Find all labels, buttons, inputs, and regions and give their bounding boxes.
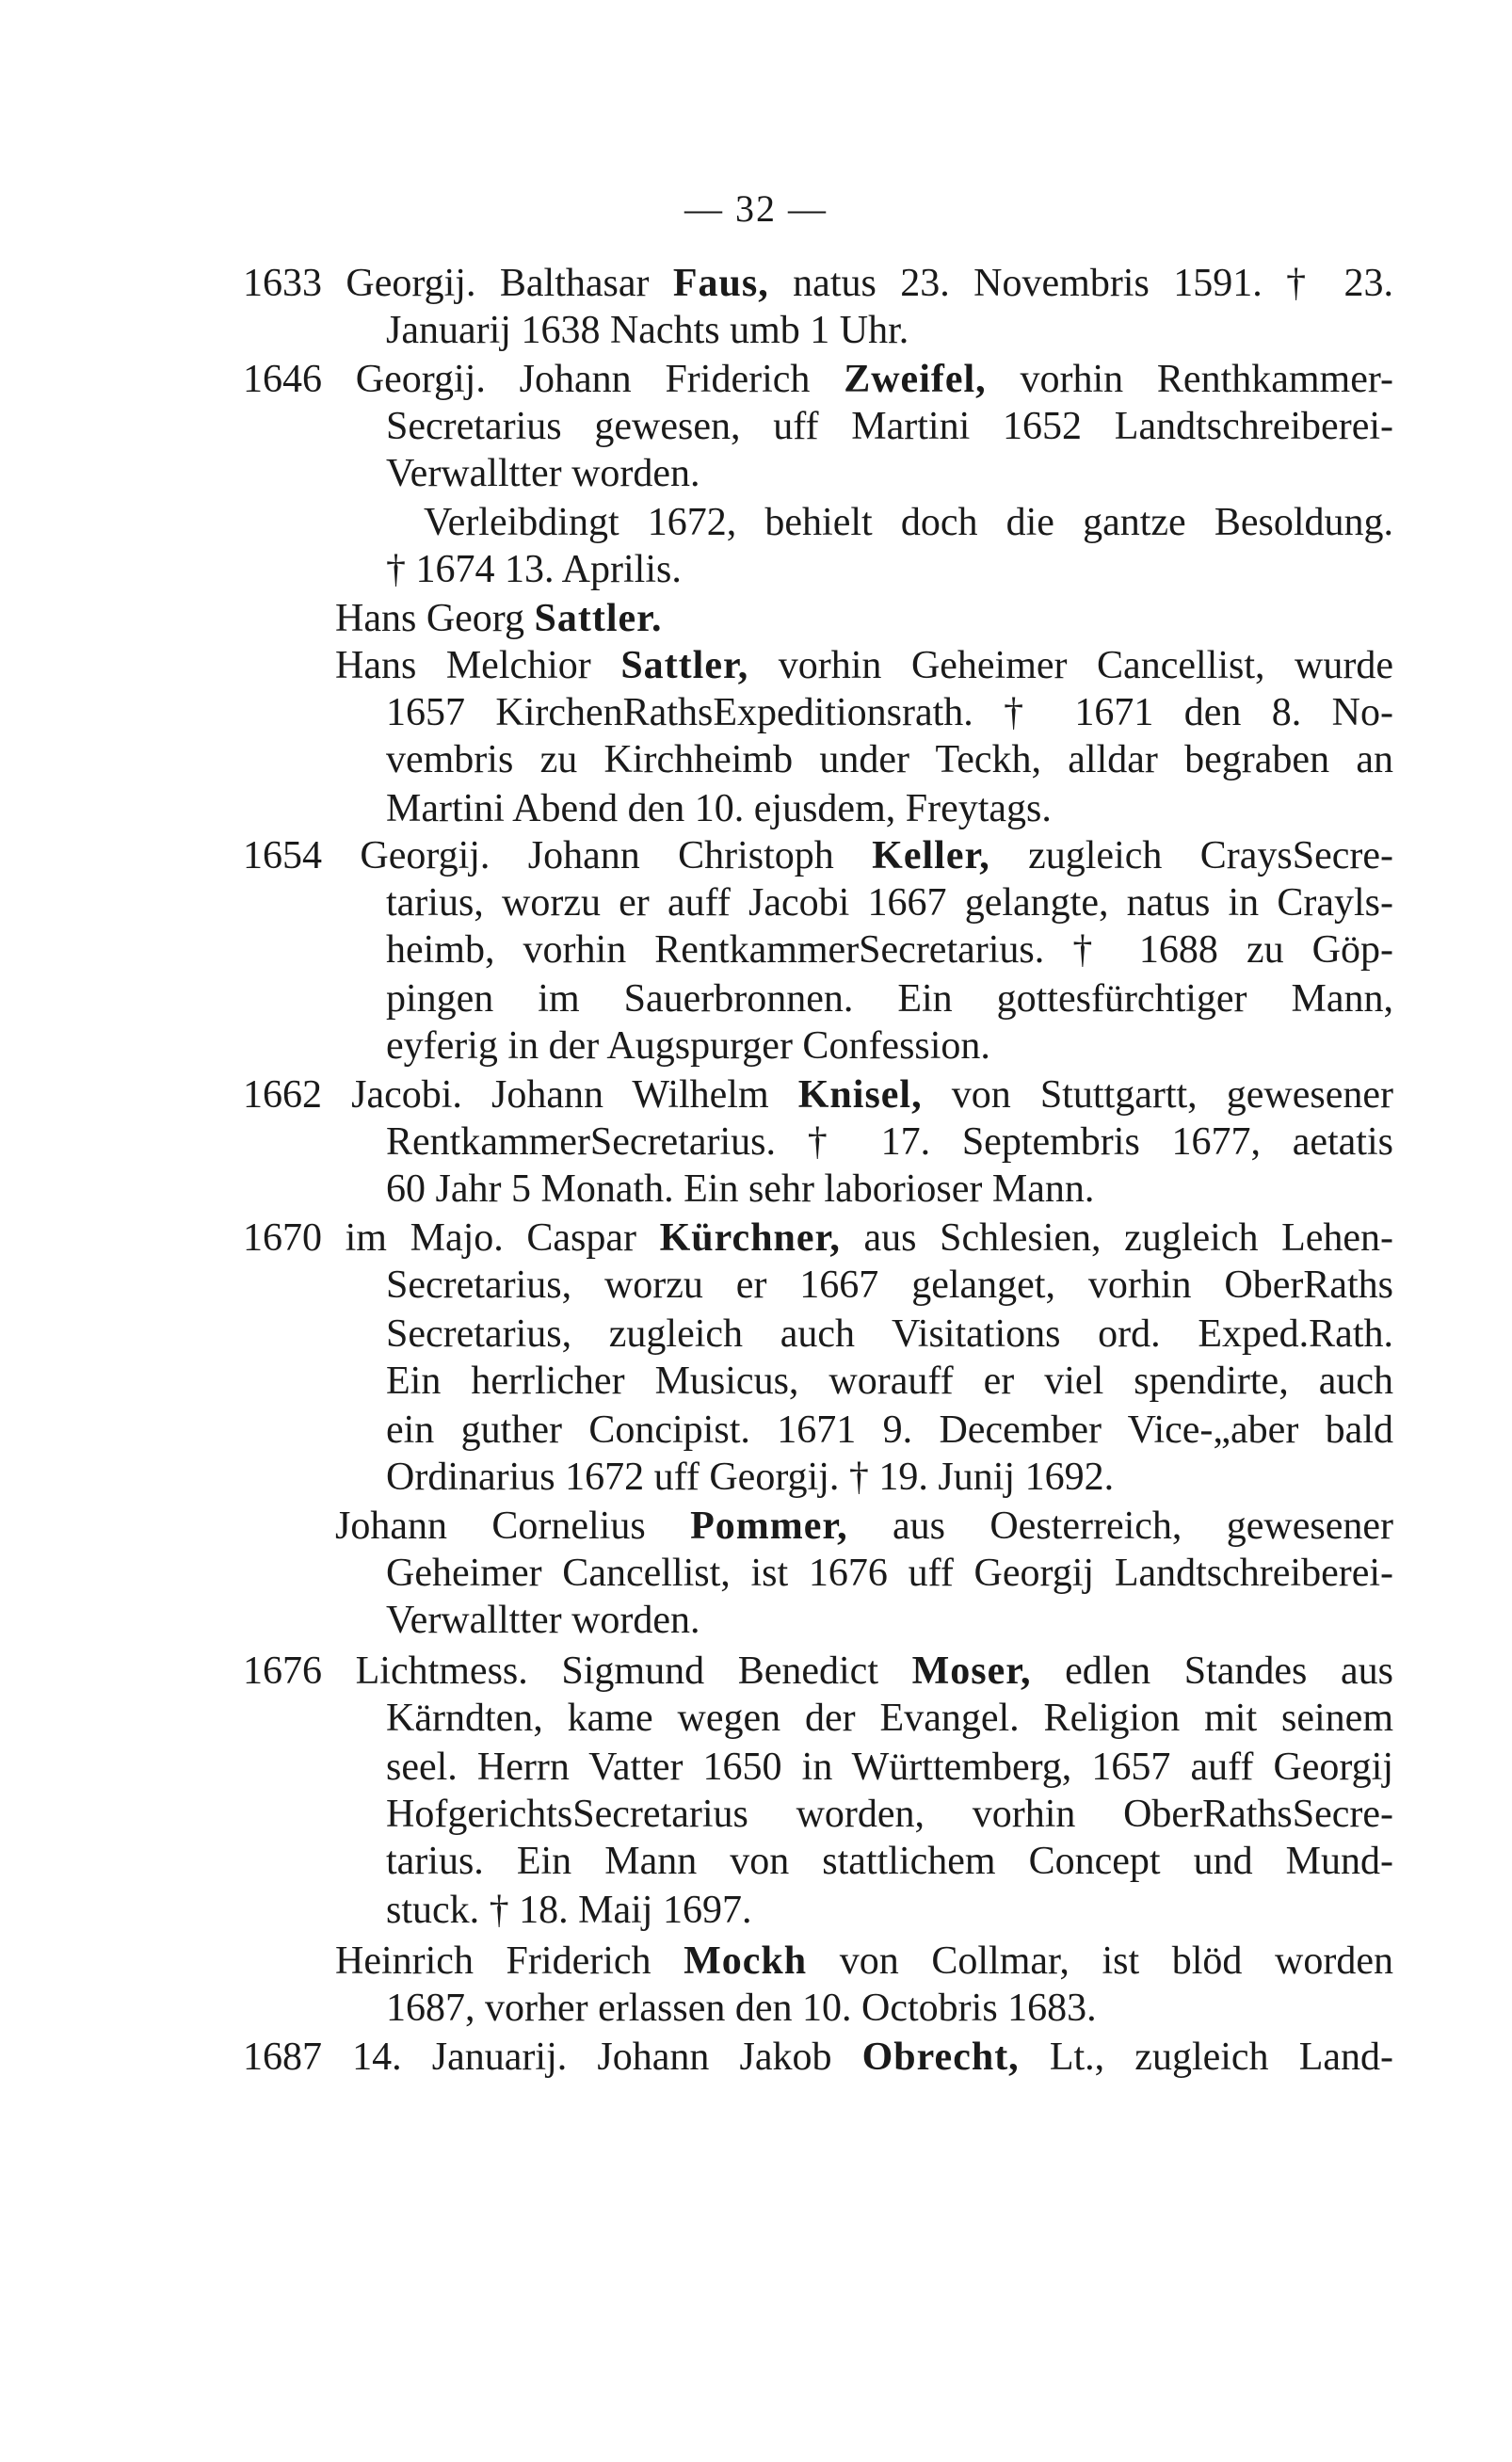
text-run: tarius, worzu er auff Jacobi 1667 gelangte, natus in Crayls- <box>386 881 1393 925</box>
text-line <box>243 2034 1393 2081</box>
text-line <box>243 1071 1393 1118</box>
text-line <box>386 403 1393 450</box>
text-run: zugleich CraysSecre- <box>989 834 1393 877</box>
text-line <box>386 1597 781 1644</box>
text-line <box>386 1166 1196 1213</box>
text-line <box>386 450 781 497</box>
text-run: 60 Jahr 5 Monath. Ein sehr laborioser Mann. <box>386 1167 1095 1211</box>
person-surname: Sattler. <box>534 597 663 640</box>
text-run: Januarij 1638 Nachts umb 1 Uhr. <box>386 309 909 352</box>
person-surname: Mockh <box>684 1939 808 1983</box>
text-line <box>386 1454 1214 1501</box>
page-number: — 32 — <box>684 187 828 230</box>
text-run: seel. Herrn Vatter 1650 in Württemberg, 1657 auff Georgij <box>386 1746 1393 1789</box>
text-line <box>386 1695 1393 1742</box>
text-run: Johann Cornelius <box>335 1505 691 1548</box>
text-line <box>386 1744 1393 1791</box>
text-run: 1654 Georgij. Johann Christoph <box>243 834 873 877</box>
person-surname: Knisel, <box>797 1073 923 1117</box>
text-line <box>386 1358 1393 1405</box>
text-run: stuck. † 18. Maij 1697. <box>386 1889 752 1932</box>
text-run: RentkammerSecretarius. † 17. Septembris 1677, aetatis <box>386 1120 1393 1164</box>
text-run: Hans Georg <box>335 597 535 640</box>
text-run: natus 23. Novembris 1591. † 23. <box>768 262 1393 305</box>
text-run: 1676 Lichtmess. Sigmund Benedict <box>243 1649 912 1693</box>
text-line <box>386 1791 1393 1838</box>
text-line <box>386 1550 1393 1597</box>
text-line <box>243 356 1393 403</box>
text-run: von Stuttgartt, gewesener <box>922 1073 1393 1117</box>
text-run: von Collmar, ist blöd worden <box>807 1939 1394 1983</box>
text-line <box>386 1407 1393 1454</box>
text-run: 1646 Georgij. Johann Friderich <box>243 358 844 401</box>
text-line <box>335 1938 1393 1985</box>
text-run: Secretarius, worzu er 1667 gelanget, vorhin OberRaths <box>386 1263 1393 1307</box>
text-run: Lt., zugleich Land- <box>1019 2036 1393 2079</box>
text-line <box>243 1648 1393 1695</box>
text-run: HofgerichtsSecretarius worden, vorhin OberRathsSecre- <box>386 1793 1393 1836</box>
person-surname: Keller, <box>872 834 990 877</box>
text-line <box>335 1503 1393 1550</box>
person-surname: Pommer, <box>690 1505 848 1548</box>
text-run: Ordinarius 1672 uff Georgij. † 19. Junij 1692. <box>386 1456 1115 1499</box>
text-run: Geheimer Cancellist, ist 1676 uff Georgij Landtschreiberei- <box>386 1552 1393 1595</box>
text-line <box>335 595 749 642</box>
person-surname: Moser, <box>911 1649 1032 1693</box>
text-run: tarius. Ein Mann von stattlichem Concept und Mund- <box>386 1840 1393 1883</box>
text-run: ein guther Concipist. 1671 9. December Vice-„aber bald <box>386 1408 1393 1452</box>
person-surname: Faus, <box>672 262 769 305</box>
text-line <box>386 1985 1167 2032</box>
text-line <box>386 785 1139 832</box>
text-line <box>243 832 1393 879</box>
text-run: Kärndten, kame wegen der Evangel. Religion mit seinem <box>386 1697 1393 1740</box>
text-run: Martini Abend den 10. ejusdem, Freytags. <box>386 787 1052 830</box>
text-run: Verleibdingt 1672, behielt doch die gantze Besoldung. <box>424 501 1393 544</box>
text-line <box>386 1311 1393 1358</box>
text-run: aus Schlesien, zugleich Lehen- <box>840 1216 1393 1260</box>
text-run: 1633 Georgij. Balthasar <box>243 262 673 305</box>
person-surname: Zweifel, <box>844 358 987 401</box>
text-run: pingen im Sauerbronnen. Ein gottesfürchtiger Mann, <box>386 977 1393 1021</box>
text-line <box>386 307 913 354</box>
text-run: eyferig in der Augspurger Confession. <box>386 1024 990 1068</box>
person-surname: Obrecht, <box>861 2036 1020 2079</box>
text-run: heimb, vorhin RentkammerSecretarius. † 1688 zu Göp- <box>386 928 1393 972</box>
text-run: Heinrich Friderich <box>335 1939 684 1983</box>
text-run: 1670 im Majo. Caspar <box>243 1216 660 1260</box>
person-surname: Sattler, <box>620 644 749 687</box>
text-run: vorhin Geheimer Cancellist, wurde <box>748 644 1393 687</box>
text-line <box>386 1022 1064 1070</box>
text-run: Verwalltter worden. <box>386 1599 700 1642</box>
text-run: Secretarius gewesen, uff Martini 1652 Landtschreiberei- <box>386 405 1393 448</box>
text-line <box>386 1118 1393 1166</box>
text-line <box>386 546 725 593</box>
text-run: 1687, vorher erlassen den 10. Octobris 1683. <box>386 1987 1097 2030</box>
text-line <box>386 1262 1393 1309</box>
text-line <box>424 499 1393 546</box>
text-run: vembris zu Kirchheimb under Teckh, alldar begraben an <box>386 738 1393 781</box>
text-run: aus Oesterreich, gewesener <box>847 1505 1393 1548</box>
text-line <box>386 736 1393 783</box>
text-line <box>386 879 1393 926</box>
text-line <box>243 260 1393 307</box>
text-run: † 1674 13. Aprilis. <box>386 548 682 591</box>
text-line <box>243 1215 1393 1262</box>
text-run: Verwalltter worden. <box>386 452 700 495</box>
text-line <box>386 1887 800 1934</box>
text-run: Hans Melchior <box>335 644 621 687</box>
text-run: 1687 14. Januarij. Johann Jakob <box>243 2036 862 2079</box>
text-run: 1662 Jacobi. Johann Wilhelm <box>243 1073 798 1117</box>
text-run: 1657 KirchenRathsExpeditionsrath. † 1671 den 8. No- <box>386 691 1393 734</box>
text-line <box>386 1838 1393 1885</box>
text-line <box>335 642 1393 689</box>
text-run: vorhin Renthkammer- <box>986 358 1393 401</box>
text-run: Ein herrlicher Musicus, worauff er viel spendirte, auch <box>386 1360 1393 1403</box>
person-surname: Kürchner, <box>659 1216 841 1260</box>
text-line <box>386 975 1393 1022</box>
text-run: Secretarius, zugleich auch Visitations ord. Exped.Rath. <box>386 1312 1393 1356</box>
text-run: edlen Standes aus <box>1031 1649 1393 1693</box>
text-line <box>386 689 1393 736</box>
text-line <box>386 926 1393 974</box>
